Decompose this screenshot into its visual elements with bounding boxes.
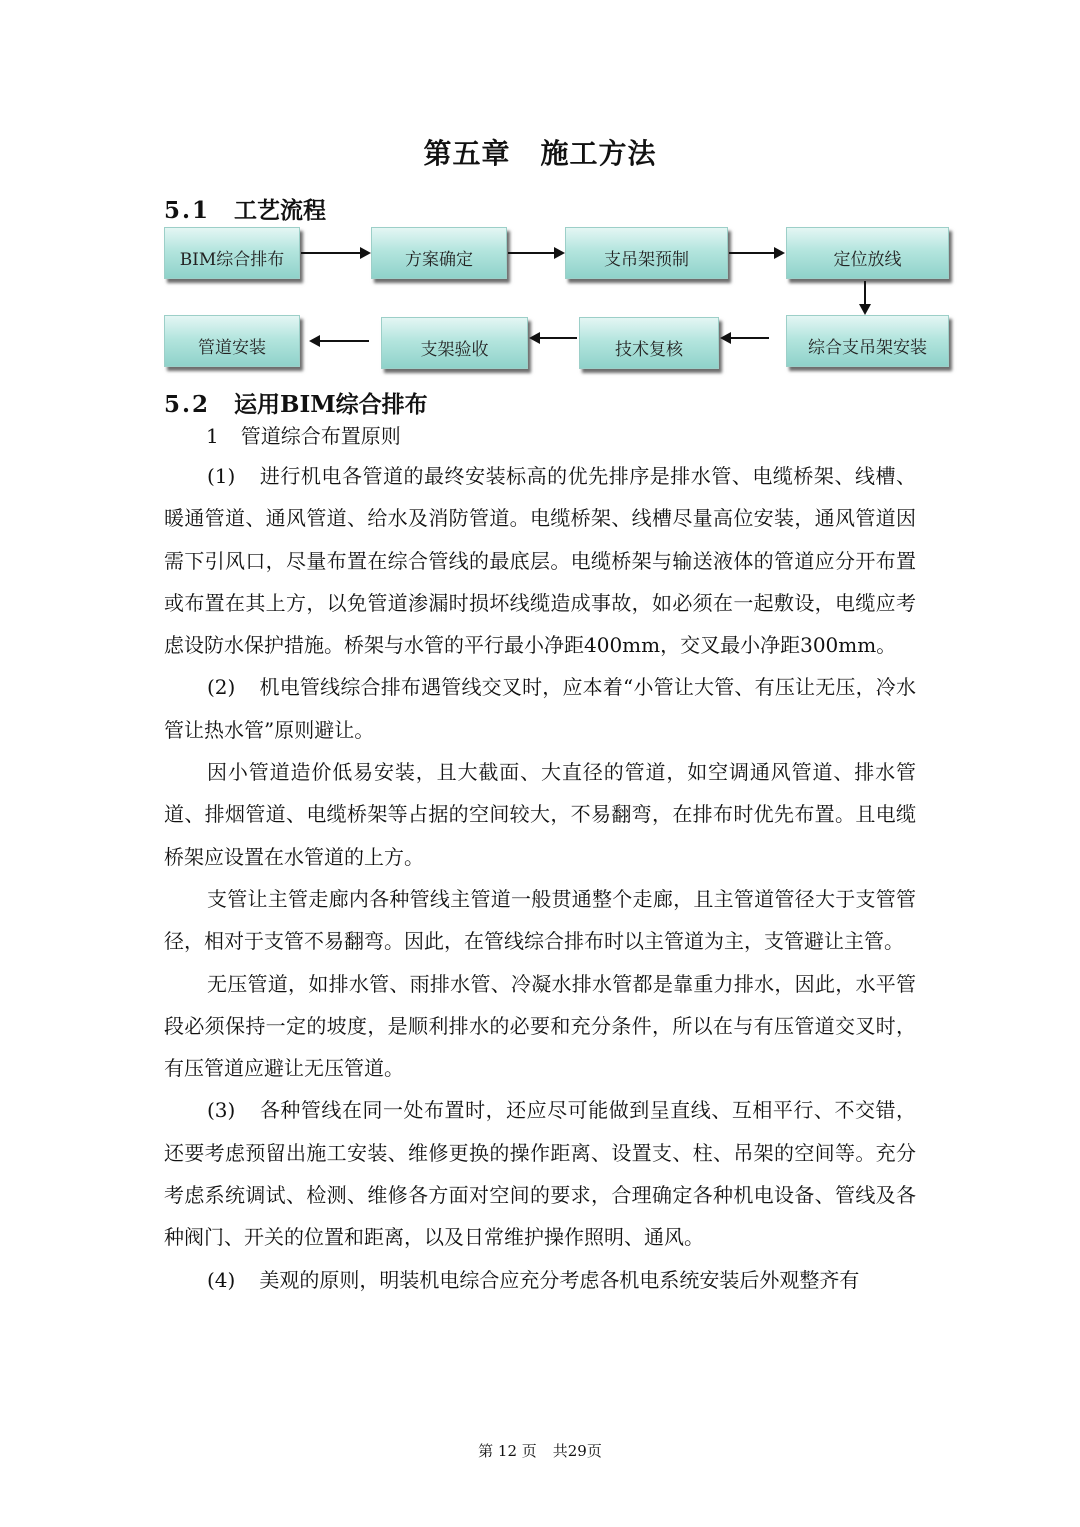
section-title: 运用BIM综合排布 — [234, 391, 428, 418]
flow-step-plan-confirm: 方案确定 — [371, 227, 507, 279]
page-total: 共29页 — [552, 1442, 602, 1460]
paragraph-text: 机电管线综合排布遇管线交叉时，应本着“小管让大管、有压让无压，冷水管让热水管”原则避让。 — [164, 675, 916, 742]
paragraph — [164, 1259, 916, 1301]
paragraph — [164, 455, 916, 666]
flow-step-positioning: 定位放线 — [786, 227, 949, 279]
flow-step-bim-layout: BIM综合排布 — [164, 227, 300, 279]
body-text — [164, 455, 916, 1301]
flow-arrow-right — [301, 252, 369, 254]
section-number: 5.2 — [164, 391, 211, 418]
flow-step-pipe-install: 管道安装 — [164, 315, 300, 367]
subsection-title: 管道综合布置原则 — [240, 424, 401, 448]
paragraph-text: 支管让主管走廊内各种管线主管道一般贯通整个走廊，且主管道管径大于支管管径，相对于支管不易翻弯。因此，在管线综合排布时以主管道为主，支管避让主管。 — [164, 886, 916, 954]
flow-arrow-left — [311, 340, 369, 342]
flow-step-tech-review: 技术复核 — [579, 317, 719, 369]
flow-arrow-down — [864, 281, 866, 311]
subsection-heading — [206, 420, 401, 449]
paragraph-tag: (2) — [207, 675, 236, 700]
flow-step-combined-support-install: 综合支吊架安装 — [786, 315, 949, 367]
page-number: 第 12 页 — [478, 1442, 537, 1460]
flow-step-support-prefab: 支吊架预制 — [565, 227, 728, 279]
paragraph-text: 美观的原则，明装机电综合应充分考虑各机电系统安装后外观整齐有 — [259, 1267, 860, 1292]
paragraph-text: 无压管道，如排水管、雨排水管、冷凝水排水管都是靠重力排水，因此，水平管段必须保持一定的坡度，是顺利排水的必要和充分条件，所以在与有压管道交叉时，有压管道应避让无压管道。 — [164, 971, 916, 1081]
chapter-number: 第五章 — [423, 137, 511, 170]
paragraph — [164, 878, 916, 963]
section-heading-5-1 — [164, 192, 326, 225]
flow-arrow-right — [508, 252, 563, 254]
flow-arrow-left — [722, 337, 769, 339]
section-number: 5.1 — [164, 197, 211, 224]
paragraph-tag: (3) — [207, 1098, 236, 1123]
section-title: 工艺流程 — [234, 197, 327, 224]
flow-step-support-acceptance: 支架验收 — [381, 317, 528, 369]
flow-arrow-left — [531, 337, 577, 339]
paragraph-text: 各种管线在同一处布置时，还应尽可能做到呈直线、互相平行、不交错，还要考虑预留出施工安装、维修更换的操作距离、设置支、柱、吊架的空间等。充分考虑系统调试、检测、维修各方面对空间的要求，合理确定各种机电设备、管线及各种阀门、开关的位置和距离，以及日常维护操作照明、通风。 — [164, 1098, 916, 1250]
paragraph — [164, 666, 916, 751]
section-heading-5-2 — [164, 386, 428, 419]
flow-arrow-right — [729, 252, 783, 254]
paragraph — [164, 963, 916, 1090]
paragraph — [164, 1089, 916, 1258]
chapter-name: 施工方法 — [540, 137, 657, 170]
paragraph-text: 因小管道造价低易安装，且大截面、大直径的管道，如空调通风管道、排水管道、排烟管道、电缆桥架等占据的空间较大，不易翻弯，在排布时优先布置。且电缆桥架应设置在水管道的上方。 — [164, 760, 916, 869]
subsection-number: 1 — [206, 424, 219, 448]
chapter-title — [0, 132, 1080, 172]
page-footer — [0, 1440, 1080, 1461]
paragraph-tag: (1) — [207, 464, 236, 488]
paragraph-tag: (4) — [207, 1267, 236, 1292]
paragraph-text: 进行机电各管道的最终安装标高的优先排序是排水管、电缆桥架、线槽、暖通管道、通风管道、给水及消防管道。电缆桥架、线槽尽量高位安装，通风管道因需下引风口，尽量布置在综合管线的最底层。电缆桥架与输送液体的管道应分开布置或布置在其上方，以免管道渗漏时损坏线缆造成事故，如必须在一起敷设，电缆应考虑设防水保护措施。桥架与水管的平行最小净距400mm，交叉最小净距300mm。 — [164, 464, 916, 658]
paragraph — [164, 751, 916, 878]
